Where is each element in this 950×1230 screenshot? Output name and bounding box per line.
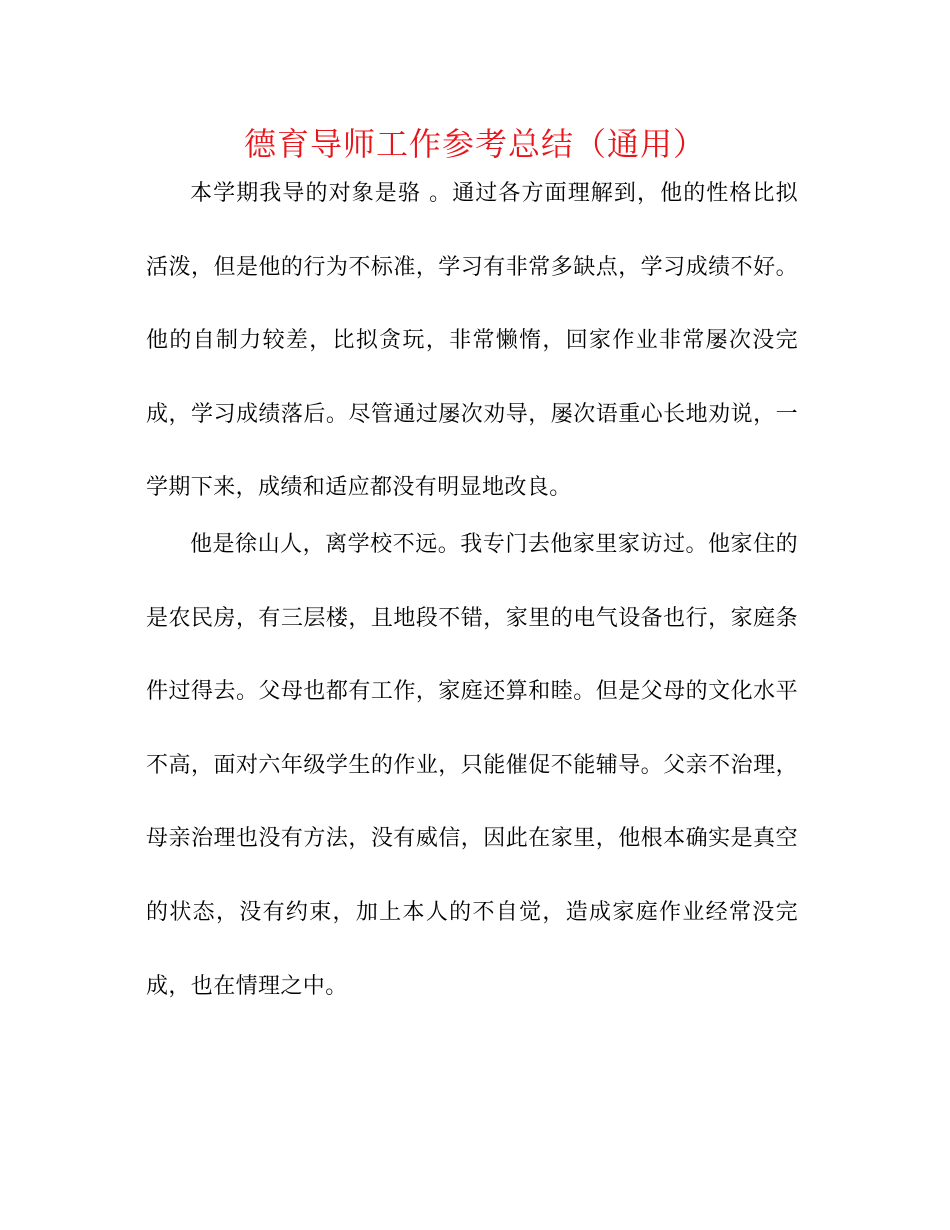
body-paragraph-1: 本学期我导的对象是骆 。通过各方面理解到，他的性格比拟活泼，但是他的行为不标准，学习有非常多缺点，学习成绩不好。他的自制力较差，比拟贪玩，非常懒惰，回家作业非常屡次没完成，学习成绩落后。尽管通过屡次劝导，屡次语重心长地劝说，一学期下来，成绩和适应都没有明显地改良。	[146, 181, 798, 501]
document-title: 德育导师工作参考总结（通用）	[243, 125, 706, 163]
body-paragraph-2: 他是徐山人，离学校不远。我专门去他家里家访过。他家住的是农民房，有三层楼，且地段不错，家里的电气设备也行，家庭条件过得去。父母也都有工作，家庭还算和睦。但是父母的文化水平不高，面对六年级学生的作业，只能催促不能辅导。父亲不治理，母亲治理也没有方法，没有威信，因此在家里，他根本确实是真空的状态，没有约束，加上本人的不自觉，造成家庭作业经常没完成，也在情理之中。	[146, 532, 798, 999]
